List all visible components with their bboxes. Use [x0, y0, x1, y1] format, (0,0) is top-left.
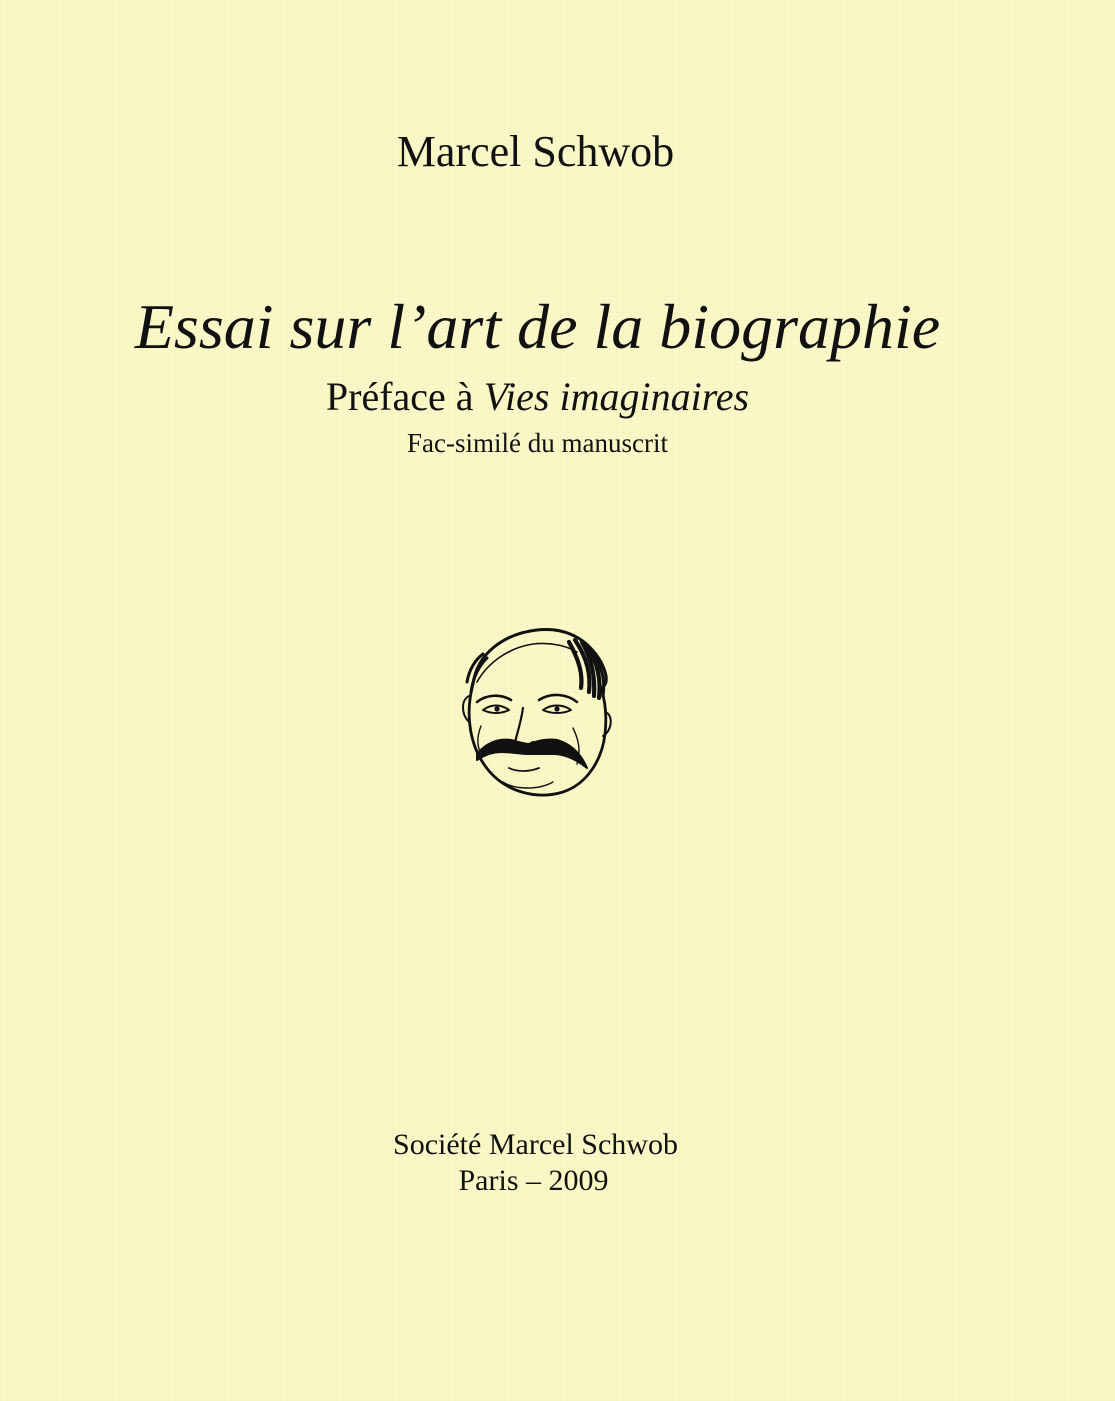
- publisher-name: Société Marcel Schwob: [393, 1128, 678, 1161]
- subtitle-work-title: Vies imaginaires: [483, 374, 750, 419]
- facsimile-note: Fac-similé du manuscrit: [407, 428, 668, 458]
- book-subtitle: [0, 373, 1095, 420]
- book-title: Essai sur l’art de la biographie: [134, 291, 941, 362]
- author-name: Marcel Schwob: [396, 127, 675, 176]
- publication-place-year: Paris – 2009: [458, 1164, 609, 1197]
- subtitle-prefix: Préface à: [325, 374, 484, 419]
- sketched-portrait-icon: [455, 622, 620, 804]
